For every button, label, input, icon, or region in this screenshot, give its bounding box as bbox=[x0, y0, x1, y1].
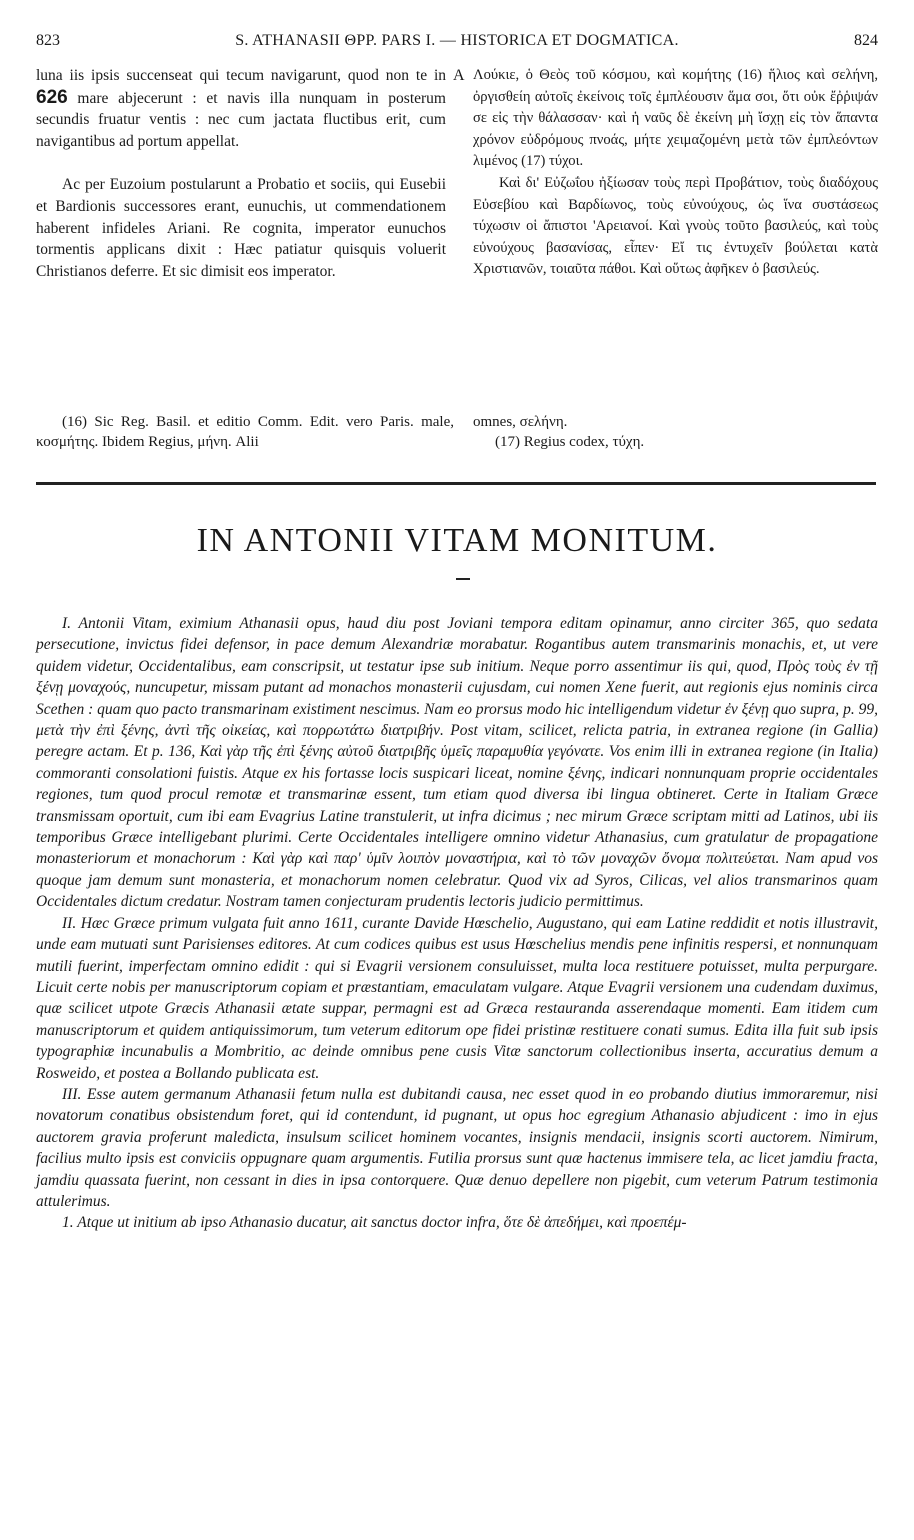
margin-letter: A bbox=[453, 67, 465, 84]
left-page-number: 823 bbox=[36, 32, 60, 49]
marginal-number: 626 bbox=[36, 86, 68, 108]
body-paragraph-1: I. Antonii Vitam, eximium Athanasii opus, haud diu post Joviani tempora editam opinamur, anno circiter 365, quo sedata persecutione, invictus fidei defensor, in pace demum Alexandriæ morabatur. Rogantibus autem transmarinis monachis, et, ut vere quidem videtur, Occidentalibus, eam conscripsit, ut testatur ipse sub initium. Neque porro assentimur iis qui, quod, Πρὸς τοὺς ἐν τῇ ξένῃ μοναχούς, nuncupetur, missam putant ad monachos monasterii cujusdam, cui nomen Xene fuerit, aut regionis ejus nominis circa Scethen : quam quo pacto transmarinam existiment nescimus. Nam eo prorsus modo hic intelligendum videtur ἐν ξένῃ quo supra, p. 99, μετὰ τὴν ἐπὶ ξένης, ἀντὶ τῆς οἰκείας, καὶ πορρωτάτω διατριβήν. Post vitam, scilicet, relicta patria, in extranea regione (in Gallia) peregre actam. Et p. 136, Καὶ γὰρ τῆς ἐπὶ ξένης αὐτοῦ διατριβῆς ὑμεῖς παραμυθία γεγόνατε. Vos enim illi in extranea regione (in Italia) commoranti consolationi fuistis. Atque ex his fortasse locis suspicari liceat, nomine ξένης, indicari nonnunquam proprie occidentales regiones, tum quod procul remotæ et transmarinæ essent, tum etiam quod diversa ibi lingua obtineret. Certe in Italiam Græce transmissam oportuit, cum ibi eam Evagrius Latine transtulerit, ut infra dicimus ; nec mirum Græce scriptam mitti ad Latinos, ubi iis temporibus Græce intelligebant plurimi. Certe Occidentales intelligere omnino videtur Athanasius, cum gratulatur de propagatione monasteriorum et monachorum : Καὶ γὰρ καὶ παρ' ὑμῖν λοιπὸν μοναστήρια, καὶ τὸ τῶν μοναχῶν ὄνομα πολιτεύεται. Nam apud vos quoque jam demum sunt monasteria, et monachorum nomen celebratur. Quod vix ad Syros, Cilicas, vel alios transmarinos quam Occidentales dictum credatur. Nostram tamen conjecturam prudentis lectoris judicio permittimus. bbox=[36, 615, 878, 911]
body-paragraph-3: III. Esse autem germanum Athanasii fetum nulla est dubitandi causa, nec esset quod in eo probando diutius immoraremur, nisi novatorum conatibus obsistendum foret, qui id contendunt, id pugnant, ut opus hoc egregium Athanasio abjudicent : imo in ejus auctorem gravia proferunt maledicta, insulsum scilicet hominem vocantes, insignis mendacii, insignis scorti auctorem. Nimirum, facilius multo ipsis est conviciis oppugnare quam argumentis. Futilia prorsus sunt quæ hactenus immisere tela, ac licet jamdiu fracta, jamdiu quassata fuerint, non cessant in dies in ipsa contorquere. Quæ denuo depellere non pigebit, cum veterum Patrum testimonia attulerimus. bbox=[36, 1085, 878, 1210]
footnote-left: (16) Sic Reg. Basil. et editio Comm. Edit. vero Paris. male, κοσμήτης. Ibidem Regius, μήνη. Alii bbox=[36, 414, 454, 450]
latin-column bbox=[36, 65, 446, 282]
section-divider bbox=[36, 482, 876, 485]
greek-paragraph-1: Λούκιε, ὁ Θεὸς τοῦ κόσμου, καὶ κομήτης (16) ἥλιος καὶ σελήνη, ὀργισθείη αὐτοῖς ἐκείνοις τοῖς ἐμπλέουσιν ἅμα σοι, ὅτι οὐκ ἔῤῥιψάν σε εἰς τὴν θάλασσαν· καὶ ἡ ναῦς δὲ ἐκείνη μὴ ἴσχῃ εἰς τὸν ἅπαντα χρόνον εὐδρόμους πνοάς, μήτε χειμαζομένη μετὰ τῶν ἐμπλεόντων λιμένος (17) τύχοι. bbox=[473, 67, 878, 170]
latin-paragraph-2: Ac per Euzoium postularunt a Probatio et sociis, qui Eusebii et Bardionis successores erant, eunuchis, ut commendationem haberent infideles Ariani. Re cognita, imperator eunuchos tormentis applicans dixit : Hæc patiatur quisquis voluerit Christianos deferre. Et sic dimisit eos imperator. bbox=[36, 176, 446, 280]
page-header bbox=[36, 32, 878, 54]
section-title: IN ANTONII VITAM MONITUM. bbox=[196, 522, 718, 559]
greek-column bbox=[473, 65, 878, 281]
title-dash bbox=[456, 578, 470, 580]
footnotes-right bbox=[473, 412, 878, 452]
right-page-number: 824 bbox=[854, 32, 878, 49]
footnote-continuation: omnes, σελήνη. bbox=[473, 414, 568, 430]
latin-paragraph-1: luna iis ipsis succenseat qui tecum navigarunt, quod non te in 626 mare abjecerunt : et navis illa nunquam in posterum secundis fruatur ventis : nec cum jactata fluctibus erit, cum navigantibus ad portum appellat. bbox=[36, 67, 446, 150]
monitum-body bbox=[36, 613, 878, 1234]
greek-paragraph-2: Καὶ δι' Εὐζωΐου ἠξίωσαν τοὺς περὶ Προβάτιον, τοὺς διαδόχους Εὐσεβίου καὶ Βαρδίωνος, τοὺς εὐνούχους, ὡς ἵνα συστάσεως τύχωσιν οἱ ἄπιστοι 'Αρειανοί. Καὶ γνοὺς τοῦτο βασιλεύς, καὶ τοὺς εὐνούχους βασανίσας, εἶπεν· Εἴ τις ἐντυχεῖν βούλεται κατὰ Χριστιανῶν, τοιαῦτα πάθοι. Καὶ οὕτως ἀφῆκεν ὁ βασιλεύς. bbox=[473, 174, 878, 278]
body-paragraph-4: 1. Atque ut initium ab ipso Athanasio ducatur, ait sanctus doctor infra, ὅτε δὲ ἀπεδήμει, καὶ προεπέμ- bbox=[62, 1214, 687, 1232]
running-title: S. ATHANASII ΘPP. PARS I. — HISTORICA ET DOGMATICA. bbox=[235, 32, 679, 49]
body-paragraph-2: II. Hæc Græce primum vulgata fuit anno 1611, curante Davide Hœschelio, Augustano, qui eam Latine reddidit et notis illustravit, unde eam mutuati sunt Parisienses editores. At cum codices quibus est usus Hœschelius mendis pene infinitis respersi, et nonnunquam mutili fuerint, imperfectam omnino edidit : qui si Evagrii versionem consuluisset, multa loca restituere potuisset, multa perpurgare. Licuit certe nobis per manuscriptorum copiam et præstantiam, emaculatam vulgare. Atque Evagrii versionem una cudendam duximus, quæ scilicet utpote Græcis Athanasii ætate suppar, permagni est ad Græca restauranda asserendaque momenti. Eam itidem cum manuscriptorum et quidem antiquissimorum, tum veterum editorum ope fidei pristinæ restituere conati sumus. Edita illa fuit sub ipsis typographiæ incunabulis a Mombritio, ac deinde omnibus pene cusis Vitæ sanctorum collectionibus inserta, accuratius demum a Rosweido, et postea a Bollando publicata est. bbox=[36, 914, 878, 1082]
footnote-17: (17) Regius codex, τύχη. bbox=[495, 434, 645, 450]
